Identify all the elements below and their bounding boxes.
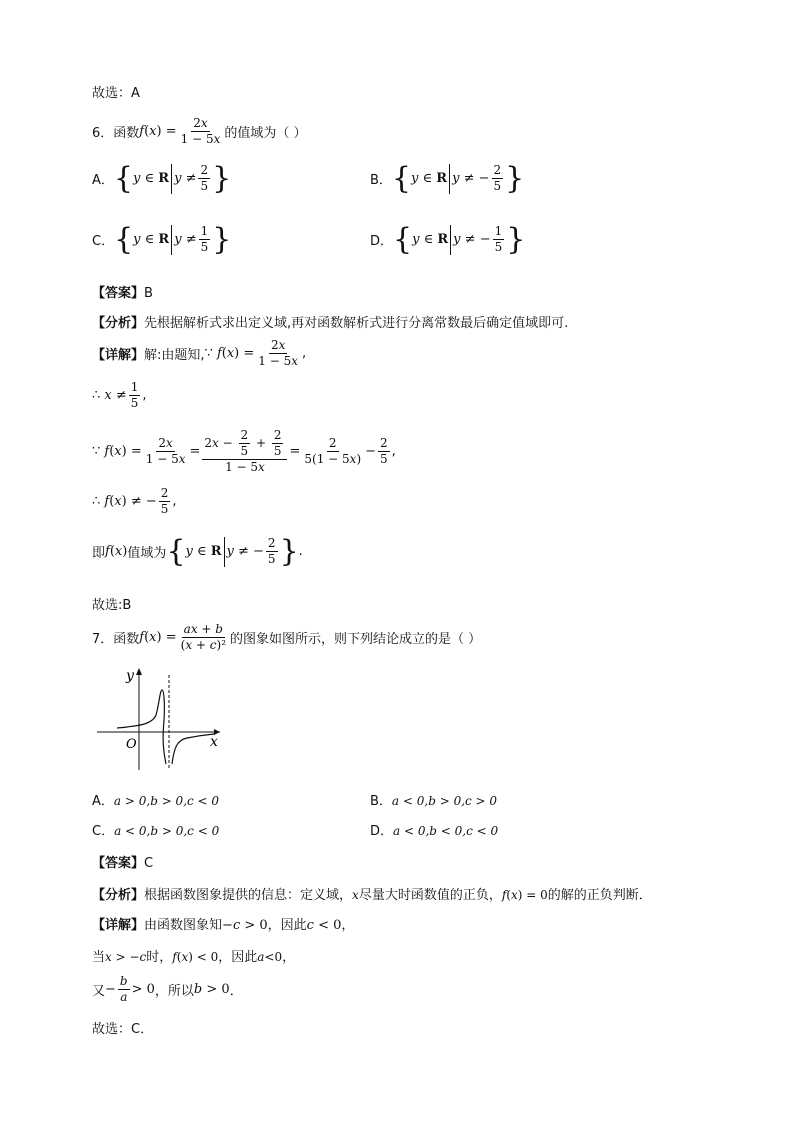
- q6-option-d[interactable]: D． { y ∈ R y ≠ − $\frac{1}{5}$ }: [370, 221, 526, 257]
- y-axis-arrow: [136, 668, 142, 675]
- q7-option-b[interactable]: B．a < 0,b > 0,c > 0: [370, 794, 498, 809]
- y-label: y: [126, 668, 134, 684]
- q7-option-c[interactable]: C．a < 0,b > 0,c < 0: [92, 824, 220, 839]
- q7-stem: 7．函数 f(x) = $\frac{ax + b}{\text{(x + c)²}}$ 的图象如图所示，则下列结论成立的是（ ）: [92, 622, 482, 652]
- q7-analysis: 【分析】根据函数图象提供的信息：定义域，x尽量大时函数值的正负，f(x) = 0的解的正负判断．: [92, 888, 652, 903]
- q7-detail-line2: 当x > −c时，f(x) < 0，因此a<0，: [92, 950, 296, 965]
- q6-answer: 【答案】B: [92, 286, 153, 301]
- q7-option-d[interactable]: D．a < 0,b < 0,c < 0: [370, 824, 499, 839]
- q6-option-c[interactable]: C． { y ∈ R y ≠ $\frac{1}{5}$ }: [92, 221, 232, 257]
- x-label: x: [210, 734, 218, 750]
- prev-answer: 故选：A: [92, 86, 140, 101]
- q7-answer: 【答案】C: [92, 856, 154, 871]
- q6-stem: 6．函数 f(x) = $\frac{2x}{1 - 5x}$ 的值域为（ ）: [92, 116, 307, 146]
- q7-function-graph: [92, 660, 227, 775]
- q7-detail-line3: 又 − $\frac{b}{a}$ > 0 ，所以 b > 0 ．: [92, 974, 243, 1004]
- q6-detail-line2: ∴ x ≠ $\frac{1}{5}$ ,: [92, 380, 147, 410]
- q7-option-a[interactable]: A．a > 0,b > 0,c < 0: [92, 794, 220, 809]
- q6-detail-line1: 【详解】 解:由题知, ∵ f(x) = $\frac{2x}{1 - 5x}$ ,: [92, 338, 307, 368]
- q6-detail-line3: ∵ f(x) = $\frac{2x}{1 - 5x}$ = 2x − $\frac{2}{5}$ + $\frac{2}{5}$ 1 − 5x = $\frac{2}{5(1 - 5x)}$ − $\frac{2}{5}$ ,: [92, 428, 396, 474]
- q7-detail-line1: 【详解】由函数图象知−c > 0，因此c < 0，: [92, 918, 355, 933]
- q6-option-a[interactable]: A． { y ∈ R y ≠ $\frac{2}{5}$ }: [92, 160, 232, 196]
- q6-option-b[interactable]: B． { y ∈ R y ≠ − $\frac{2}{5}$ }: [370, 160, 525, 196]
- q6-detail-line4: ∴ f(x) ≠ − $\frac{2}{5}$ ,: [92, 486, 177, 516]
- origin-label: O: [126, 737, 137, 752]
- q6-analysis: 【分析】先根据解析式求出定义域,再对函数解析式进行分离常数最后确定值域即可.: [92, 316, 569, 331]
- q6-end: 故选:B: [92, 598, 132, 613]
- curve-left-branch: [117, 690, 166, 764]
- q6-detail-line5: 即 f(x) 值域为 { y ∈ R y ≠ − $\frac{2}{5}$ } .: [92, 533, 303, 569]
- curve-right-branch: [172, 734, 214, 764]
- q7-end: 故选：C．: [92, 1022, 154, 1037]
